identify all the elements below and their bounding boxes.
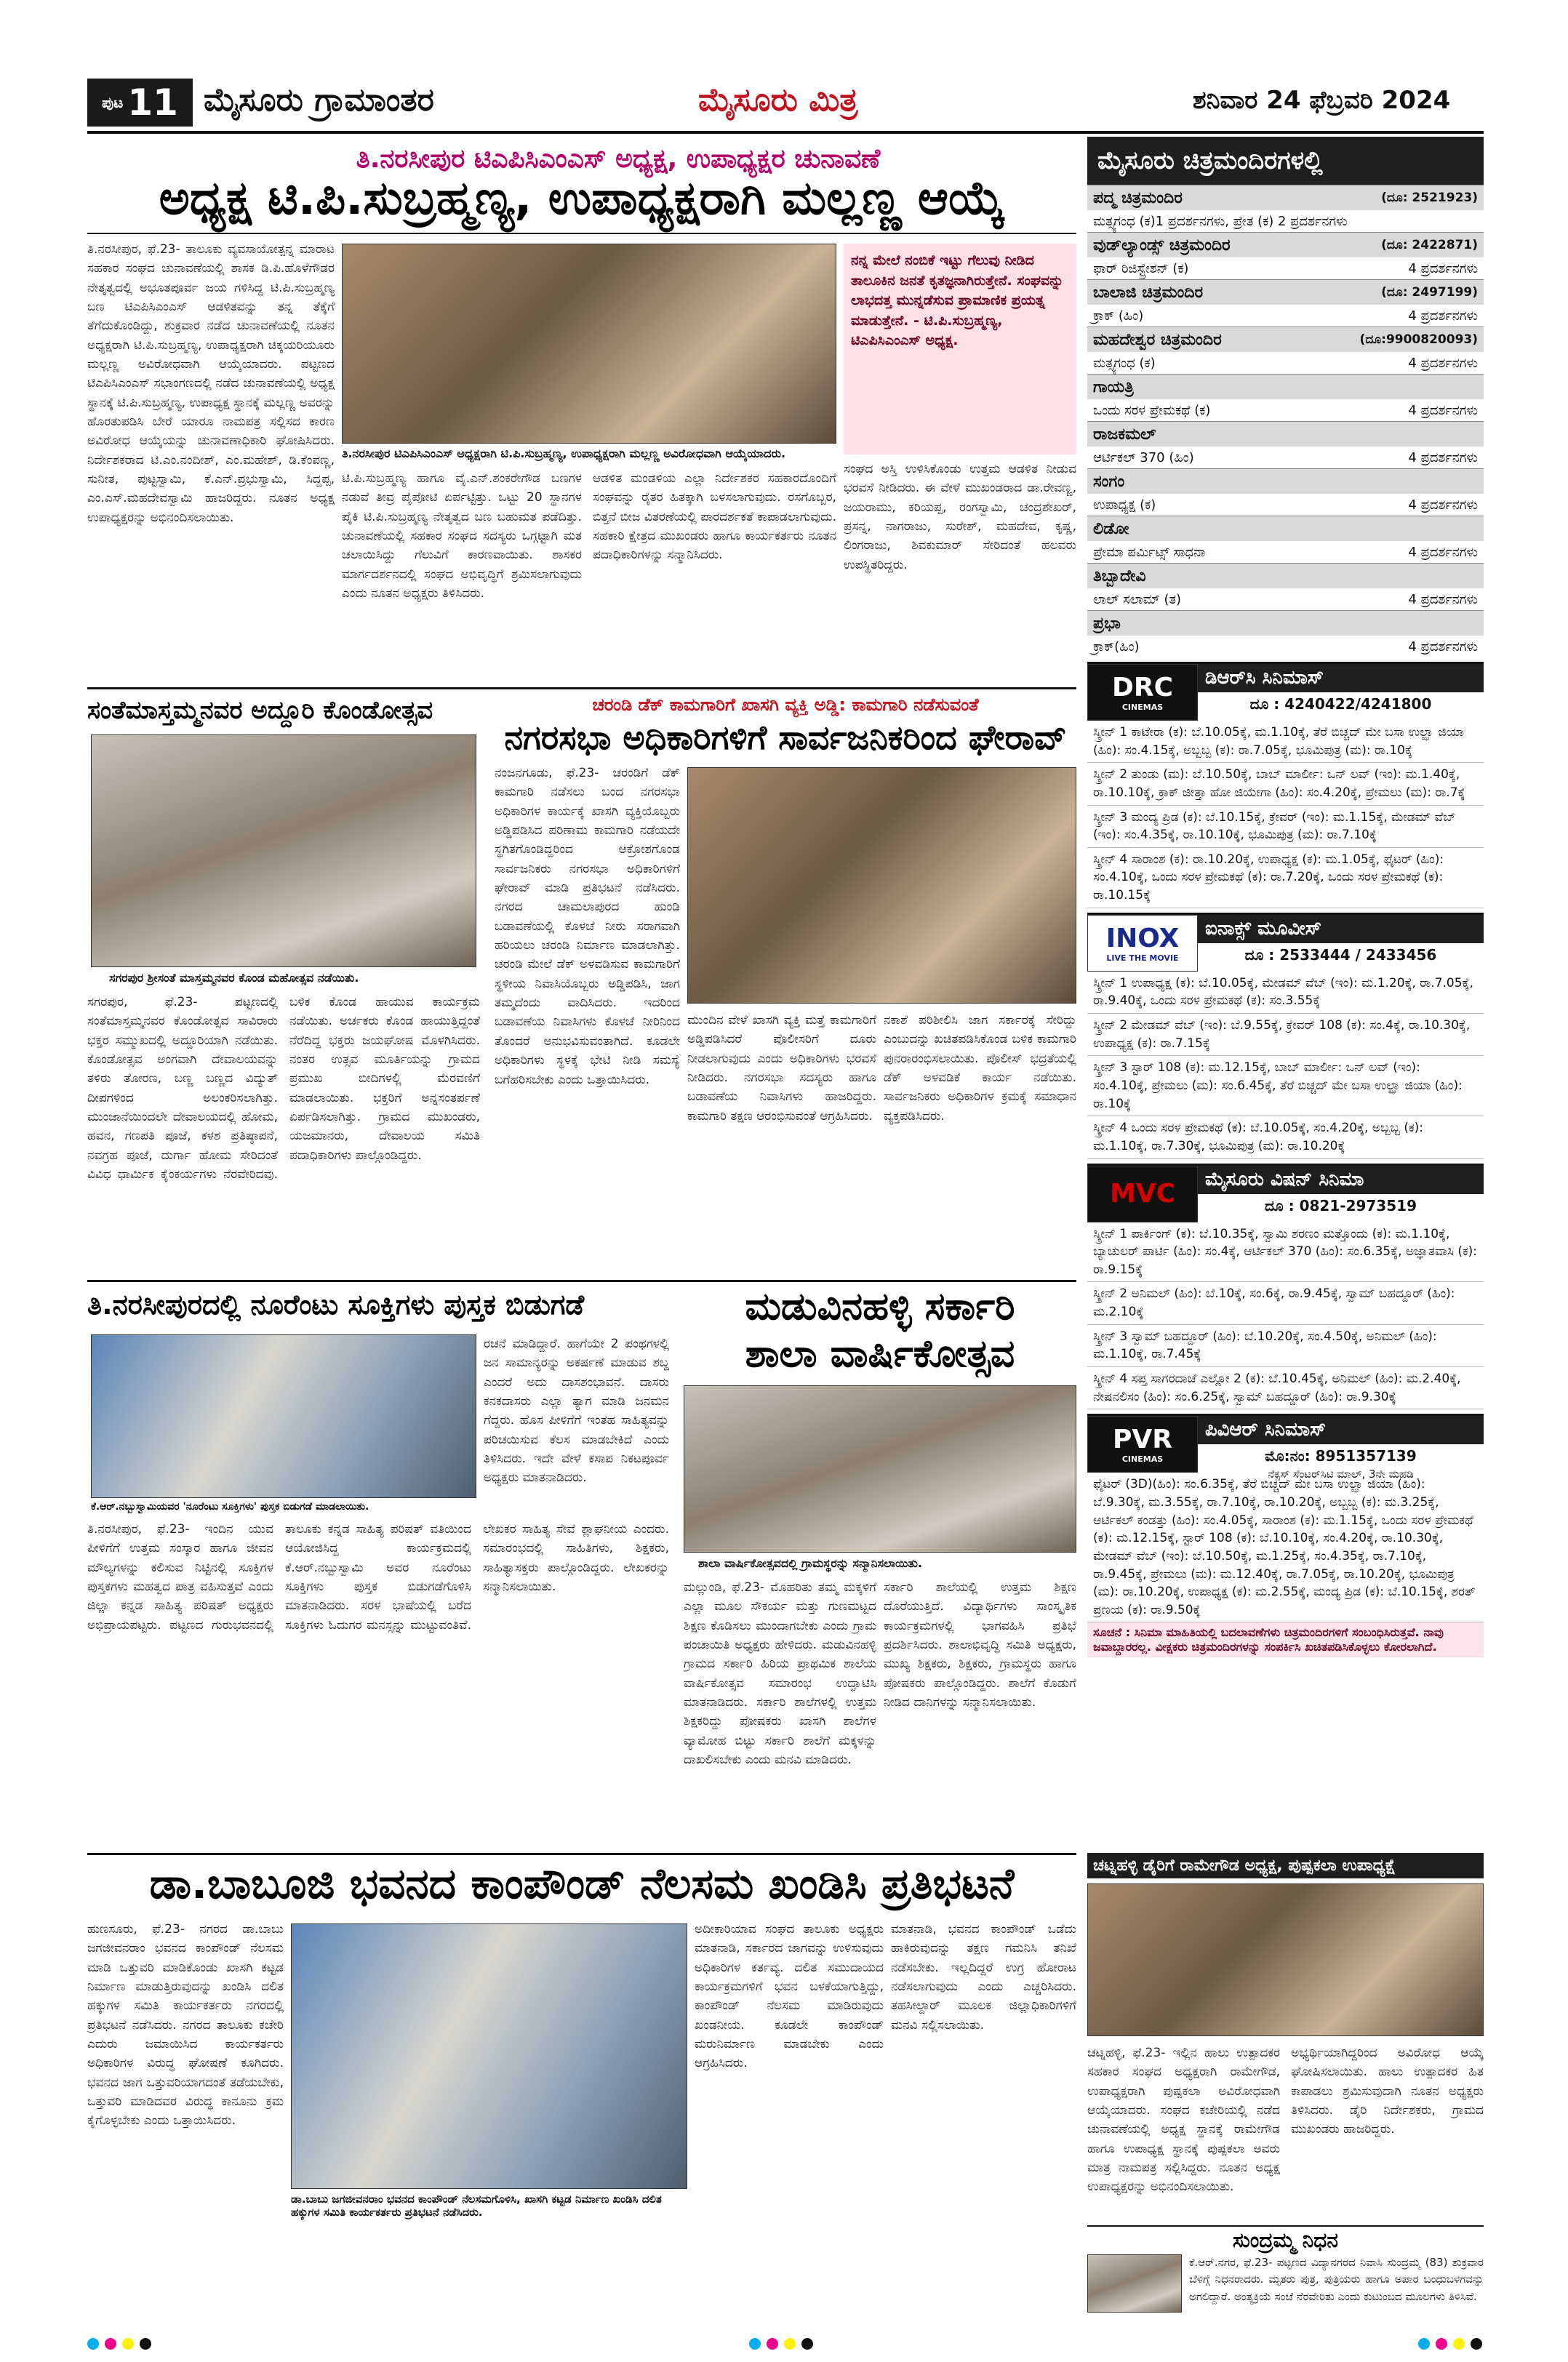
registration-dot (122, 2338, 134, 2350)
issue-date: ಶನಿವಾರ 24 ಫೆಬ್ರವರಿ 2024 (1193, 86, 1451, 115)
show-count: 4 ಪ್ರದರ್ಶನಗಳು (1408, 308, 1478, 324)
theater-header (1087, 421, 1484, 447)
movie-title: ಲಾಲ್ ಸಲಾಮ್ (ತ) (1093, 591, 1182, 607)
story1-photo (342, 244, 836, 444)
multiplex-title-block (1198, 1166, 1484, 1222)
theater-header (1087, 563, 1484, 588)
screen-listing: ಸ್ಕ್ರೀನ್ 2 ತುಂಡು (ಮ): ಬೆ.10.50ಕ್ಕೆ, ಬಾಬ್ ಮಾರ್ಲೀ: ಒನ್ ಲವ್ (ಇಂ): ಮ.1.40ಕ್ಕೆ, ರಾ.10.10ಕ್ಕೆ, ಕ್ರಾಕ್ ಜೀತ್ತಾ ಹೋ ಜಿಯೇಗಾ (ಹಿಂ): ಸಂ.4.20ಕ್ಕೆ, ಪ್ರೇಮಲು (ಮ): ರಾ.7ಕ್ಕೆ (1087, 763, 1484, 805)
theater-listing-row (1087, 447, 1484, 468)
theater-listing-row (1087, 494, 1484, 516)
story5-body: ಮಲ್ಲುಂಡಿ, ಫೆ.23- ಮೊಹರಿತು ತಮ್ಮ ಮಕ್ಕಳಿಗೆ ಎಲ್ಲಾ ಮೂಲ ಸೌಕರ್ಯ ಮತ್ತು ಗುಣಮಟ್ಟದ ಶಿಕ್ಷಣ ಕೊಡಿಸಲು ಮುಂದಾಗಬೇಕು ಎಂದು ಗ್ರಾಮ ಪಂಚಾಯಿತಿ ಅಧ್ಯಕ್ಷರು ಹೇಳಿದರು. ಮಡುವಿನಹಳ್ಳಿ ಗ್ರಾಮದ ಸರ್ಕಾರಿ ಹಿರಿಯ ಪ್ರಾಥಮಿಕ ಶಾಲೆಯ ವಾರ್ಷಿಕೋತ್ಸವ ಸಮಾರಂಭ ಉದ್ಘಾಟಿಸಿ ಮಾತನಾಡಿದರು. ಸರ್ಕಾರಿ ಶಾಲೆಗಳಲ್ಲಿ ಉತ್ತಮ ಶಿಕ್ಷಕರಿದ್ದು ಪೋಷಕರು ಖಾಸಗಿ ಶಾಲೆಗಳ ವ್ಯಾಮೋಹ ಬಿಟ್ಟು ಸರ್ಕಾರಿ ಶಾಲೆಗೆ ಮಕ್ಕಳನ್ನು ದಾಖಲಿಸಬೇಕು ಎಂದು ಮನವಿ ಮಾಡಿದರು. (684, 1580, 876, 1768)
registration-dot (140, 2338, 151, 2350)
story2-photo-caption: ಸಗರಪುರ ಶ್ರೀಸಂತೆ ಮಾಸ್ತಮ್ಮನವರ ಕೊಂಡ ಮಹೋತ್ಸವ ನಡೆಯಿತು. (109, 971, 359, 985)
multiplex-phone: ದೂ : 4240422/4241800 (1249, 695, 1432, 713)
sidebar (1087, 137, 1484, 1847)
page-number: 11 (127, 81, 178, 124)
theater-header (1087, 279, 1484, 305)
story6-photo-caption: ಡಾ.ಬಾಬು ಜಗಜೀವನರಾಂ ಭವನದ ಕಾಂಪೌಂಡ್ ನೆಲಸಮಗೊಳಿಸಿ, ಖಾಸಗಿ ಕಟ್ಟಡ ನಿರ್ಮಾಣ ಖಂಡಿಸಿ ದಲಿತ ಹಕ್ಕುಗಳ ಸಮಿತಿ ಕಾರ್ಯಕರ್ತರು ಪ್ರತಿಭಟನೆ ನಡೆಸಿದರು. (291, 2193, 662, 2219)
theater-name: ವುಡ್‌ಲ್ಯಾಂಡ್ಸ್ ಚಿತ್ರಮಂದಿರ (1093, 236, 1231, 255)
theater-name: ಮಹದೇಶ್ವರ ಚಿತ್ರಮಂದಿರ (1093, 330, 1222, 349)
page-label: ಪುಟ (102, 94, 124, 111)
story4-photo-caption: ಕೆ.ಆರ್.ನಬ್ಬುಸ್ವಾಮಿಯವರ 'ನೂರೆಂಟು ಸೂಕ್ತಿಗಳು' ಪುಸ್ತಕ ಬಿಡುಗಡೆ ಮಾಡಲಾಯಿತು. (91, 1501, 369, 1513)
multiplex-title-block (1198, 664, 1484, 721)
multiplex-logo-subtext: CINEMAS (1121, 702, 1164, 712)
theater-listing-row (1087, 399, 1484, 421)
newspaper-logo: ಮೈಸೂರು ಮಿತ್ರ (698, 81, 858, 119)
theater-name: ಲಿಡೋ (1093, 519, 1129, 538)
registration-dot (1436, 2338, 1447, 2350)
story3-photo (687, 767, 1076, 1004)
story1-body-col4: ಸಂಘದ ಅಸ್ತಿ ಉಳಿಸಿಕೊಂಡು ಉತ್ತಮ ಆಡಳಿತ ನೀಡುವ ಭರವಸೆ ನೀಡಿದರು. ಈ ವೇಳೆ ಮುಖಂಡರಾದ ಡಾ.ರೇವಣ್ಣ, ಜಯರಾಮು, ಕರಿಯಪ್ಪ, ರಂಗಸ್ವಾಮಿ, ಚಂದ್ರಶೇಖರ್, ಪ್ರಸನ್ನ, ನಾಗರಾಜು, ಸುರೇಶ್, ಮಹದೇವ, ಕೃಷ್ಣ, ಲಿಂಗರಾಜು, ಶಿವಕುಮಾರ್ ಸೇರಿದಂತೆ ಹಲವರು ಉಪಸ್ಥಿತರಿದ್ದರು. (844, 462, 1076, 572)
story7-body2: ಅಭ್ಯರ್ಥಿಯಾಗಿದ್ದರಿಂದ ಅವಿರೋಧ ಆಯ್ಕೆ ಘೋಷಿಸಲಾಯಿತು. ಹಾಲು ಉತ್ಪಾದಕರ ಹಿತ ಕಾಪಾಡಲು ಶ್ರಮಿಸುವುದಾಗಿ ನೂತನ ಅಧ್ಯಕ್ಷರು ತಿಳಿಸಿದರು. ಡೈರಿ ನಿರ್ದೇಶಕರು, ಗ್ರಾಮದ ಮುಖಂಡರು ಹಾಜರಿದ್ದರು. (1291, 2046, 1484, 2137)
registration-dot (767, 2338, 778, 2350)
screen-listing: ಸ್ಕ್ರೀನ್ 3 ಸ್ಟಾರ್ 108 (ಕ): ಮ.12.15ಕ್ಕೆ, ಬಾಬ್ ಮಾರ್ಲೀ: ಒನ್ ಲವ್ (ಇಂ): ಸಂ.4.10ಕ್ಕೆ, ಪ್ರೇಮಲು (ಮ): ಸಂ.6.45ಕ್ಕೆ, ತೆರೆ ಬಿಚ್ಚದ್ ಮೇ ಬಸಾ ಉಲ್ಝಾ ಜಿಯಾ (ಹಿಂ): ರಾ.10ಕ್ಕೆ (1087, 1056, 1484, 1116)
theater-header (1087, 468, 1484, 494)
theater-name: ತಿಬ್ಬಾದೇವಿ (1093, 567, 1146, 585)
show-count: 4 ಪ್ರದರ್ಶನಗಳು (1408, 355, 1478, 371)
multiplex-header (1087, 915, 1484, 972)
sidebar-title-text: ಮೈಸೂರು ಚಿತ್ರಮಂದಿರಗಳಲ್ಲಿ (1097, 146, 1323, 175)
multiplex-name: ಪಿವಿಆರ್ ಸಿನಿಮಾಸ್ (1198, 1416, 1484, 1444)
header-rule (87, 131, 1484, 134)
theater-name: ಪದ್ಮ ಚಿತ್ರಮಂದಿರ (1093, 188, 1183, 207)
registration-dot (784, 2338, 796, 2350)
theater-phone: (ದೂ: 2521923) (1381, 191, 1478, 205)
show-count: 4 ಪ್ರದರ್ಶನಗಳು (1408, 544, 1478, 560)
theater-header (1087, 232, 1484, 257)
multiplex-title-block (1198, 1416, 1484, 1481)
multiplex-logo (1087, 1166, 1198, 1222)
registration-marks-right (1418, 2338, 1488, 2353)
story4-headline: ತಿ.ನರಸೀಪುರದಲ್ಲಿ ನೂರೆಂಟು ಸೂಕ್ತಿಗಳು ಪುಸ್ತಕ ಬಿಡುಗಡೆ (87, 1289, 585, 1321)
registration-dot (1418, 2338, 1430, 2350)
story1-photo-caption: ತಿ.ನರಸೀಪುರ ಟಿಎಪಿಸಿಎಂಎಸ್ ಅಧ್ಯಕ್ಷರಾಗಿ ಟಿ.ಪಿ.ಸುಬ್ರಹ್ಮಣ್ಯ, ಉಪಾಧ್ಯಕ್ಷರಾಗಿ ಮಲ್ಲಣ್ಣ ಅವಿರೋಧವಾಗಿ ಆಯ್ಕೆಯಾದರು. (342, 447, 786, 460)
movie-title: ಒಂದು ಸರಳ ಪ್ರೇಮಕಥೆ (ಕ) (1093, 402, 1211, 418)
screen-listing: ಸ್ಕ್ರೀನ್ 3 ಸ್ವಾಮ್ ಬಹದ್ದೂರ್ (ಹಿಂ): ಬೆ.10.20ಕ್ಕೆ, ಸಂ.4.50ಕ್ಕೆ, ಅನಿಮಲ್ (ಹಿಂ): ಮ.1.10ಕ್ಕೆ, ರಾ.7.45ಕ್ಕೆ (1087, 1325, 1484, 1367)
story6-headline: ಡಾ.ಬಾಬೂಜಿ ಭವನದ ಕಾಂಪೌಂಡ್ ನೆಲಸಮ ಖಂಡಿಸಿ ಪ್ರತಿಭಟನೆ (149, 1859, 1015, 1908)
story7-headline: ಚಟ್ನಹಳ್ಳಿ ಡೈರಿಗೆ ರಾಮೇಗೌಡ ಅಧ್ಯಕ್ಷ, ಪುಷ್ಪಕಲಾ ಉಪಾಧ್ಯಕ್ಷೆ (1087, 1853, 1484, 1878)
story5-photo (684, 1385, 1076, 1553)
story4-body: ತಿ.ನರಸೀಪುರ, ಫೆ.23- ಇಂದಿನ ಯುವ ಪೀಳಿಗೆಗೆ ಉತ್ತಮ ಸಂಸ್ಕಾರ ಹಾಗೂ ಜೀವನ ಮೌಲ್ಯಗಳನ್ನು ಕಲಿಸುವ ನಿಟ್ಟಿನಲ್ಲಿ ಸೂಕ್ತಿಗಳ ಪುಸ್ತಕಗಳು ಮಹತ್ವದ ಪಾತ್ರ ವಹಿಸುತ್ತವೆ ಎಂದು ಜಿಲ್ಲಾ ಕನ್ನಡ ಸಾಹಿತ್ಯ ಪರಿಷತ್ ಅಧ್ಯಕ್ಷರು ಅಭಿಪ್ರಾಯಪಟ್ಟರು. ಪಟ್ಟಣದ ಗುರುಭವನದಲ್ಲಿ ತಾಲೂಕು ಕನ್ನಡ ಸಾಹಿತ್ಯ ಪರಿಷತ್ ವತಿಯಿಂದ ಆಯೋಜಿಸಿದ್ದ ಕಾರ್ಯಕ್ರಮದಲ್ಲಿ ಕೆ.ಆರ್.ನಬ್ಬುಸ್ವಾಮಿ ಅವರ ನೂರೆಂಟು ಸೂಕ್ತಿಗಳು ಪುಸ್ತಕ ಬಿಡುಗಡೆಗೊಳಿಸಿ ಮಾತನಾಡಿದರು. ಸರಳ ಭಾಷೆಯಲ್ಲಿ ಬರೆದ ಸೂಕ್ತಿಗಳು ಓದುಗರ ಮನಸ್ಸನ್ನು ಮುಟ್ಟುವಂತಿವೆ. ಲೇಖಕರ ಸಾಹಿತ್ಯ ಸೇವೆ ಶ್ಲಾಘನೀಯ ಎಂದರು. ಸಮಾರಂಭದಲ್ಲಿ ಸಾಹಿತಿಗಳು, ಶಿಕ್ಷಕರು, ಸಾಹಿತ್ಯಾಸಕ್ತರು ಪಾಲ್ಗೊಂಡಿದ್ದರು. ಲೇಖಕರನ್ನು ಸನ್ಮಾನಿಸಲಾಯಿತು. (87, 1522, 669, 1633)
story7-photo (1087, 1883, 1484, 2036)
theater-header (1087, 327, 1484, 352)
registration-marks-left (87, 2338, 157, 2353)
registration-dot (87, 2338, 99, 2350)
theater-list (1087, 185, 1484, 657)
multiplex-block (1087, 913, 1484, 1159)
story1-rule (87, 233, 1076, 234)
multiplex-phone: ಮೊ:ನಂ: 8951357139 (1265, 1447, 1417, 1465)
multiplex-address: ನೆಕ್ಸಸ್ ಸೆಂಟರ್‌ಸಿಟಿ ಮಾಲ್, 3ನೇ ಮಹಡಿ (1268, 1468, 1414, 1481)
theater-header (1087, 610, 1484, 636)
screen-listing: ಸ್ಕ್ರೀನ್ 1 ಉಪಾಧ್ಯಕ್ಷ (ಕ): ಬೆ.10.05ಕ್ಕೆ, ಮೇಡಮ್ ವೆಬ್ (ಇಂ): ಮ.1.20ಕ್ಕೆ, ರಾ.7.05ಕ್ಕೆ, ರಾ.9.40ಕ್ಕೆ, ಒಂದು ಸರಳ ಪ್ರೇಮಕಥೆ (ಕ): ಸಂ.3.55ಕ್ಕೆ (1087, 972, 1484, 1014)
registration-dot (749, 2338, 761, 2350)
story3-body3: ನಕಾಶೆ ಪರಿಶೀಲಿಸಿ ಜಾಗ ಸರ್ಕಾರಕ್ಕೆ ಸೇರಿದ್ದು ಎಂಬುದನ್ನು ಖಚಿತಪಡಿಸಿಕೊಂಡ ಬಳಿಕ ಕಾಮಗಾರಿ ಪುನರಾರಂಭಿಸಲಾಯಿತು. ಪೊಲೀಸ್ ಭದ್ರತೆಯಲ್ಲಿ ಡೆಕ್ ಅಳವಡಿಕೆ ಕಾರ್ಯ ನಡೆಯಿತು. ಸಾರ್ವಜನಿಕರು ಅಧಿಕಾರಿಗಳ ಕ್ರಮಕ್ಕೆ ಸಮಾಧಾನ ವ್ಯಕ್ತಪಡಿಸಿದರು. (884, 1013, 1076, 1124)
multiplex-header (1087, 1416, 1484, 1481)
multiplex-block (1087, 1164, 1484, 1410)
page-number-badge (87, 79, 193, 127)
multiplex-logo-text: MVC (1109, 1179, 1176, 1209)
registration-dot (1453, 2338, 1465, 2350)
story1-body-col3: ಆಡಳಿತ ಮಂಡಳಿಯ ಎಲ್ಲಾ ನಿರ್ದೇಶಕರ ಸಹಕಾರದೊಂದಿಗೆ ಸಂಘವನ್ನು ರೈತರ ಹಿತಕ್ಕಾಗಿ ಬಳಸಲಾಗುವುದು. ರಸಗೊಬ್ಬರ, ಬಿತ್ತನೆ ಬೀಜ ವಿತರಣೆಯಲ್ಲಿ ಪಾರದರ್ಶಕತೆ ಕಾಪಾಡಲಾಗುವುದು. ಸಹಕಾರಿ ಕ್ಷೇತ್ರದ ಮುಖಂಡರು ಹಾಗೂ ಕಾರ್ಯಕರ್ತರು ನೂತನ ಪದಾಧಿಕಾರಿಗಳನ್ನು ಸನ್ಮಾನಿಸಿದರು. (593, 471, 836, 563)
movie-title: ಪ್ರೇಮಾ ಪರ್ಮಿಟ್ಸ್ ಸಾಧನಾ (1093, 544, 1206, 560)
multiplex-header (1087, 664, 1484, 721)
story5-headline-line2: ಶಾಲಾ ವಾರ್ಷಿಕೋತ್ಸವ (745, 1332, 1015, 1376)
story2-headline: ಸಂತೆಮಾಸ್ತಮ್ಮನವರ ಅದ್ದೂರಿ ಕೊಂಡೋತ್ಸವ (87, 696, 433, 725)
theater-name: ಗಾಯತ್ರಿ (1093, 377, 1134, 396)
registration-dot (801, 2338, 813, 2350)
show-count: 4 ಪ್ರದರ್ಶನಗಳು (1408, 402, 1478, 418)
registration-marks-center (749, 2338, 819, 2353)
multiplex-logo (1087, 915, 1198, 972)
story2-photo (91, 734, 476, 967)
multiplex-header (1087, 1166, 1484, 1222)
movie-title: ಆರ್ಟಿಕಲ್ 370 (ಹಿಂ) (1093, 449, 1194, 465)
screen-listing: ಸ್ಕ್ರೀನ್ 3 ಮಂದ್ಯ ಪ್ರಿಡ (ಕ): ಬೆ.10.15ಕ್ಕೆ, ಕ್ರೇವರ್ (ಇಂ): ಮ.1.15ಕ್ಕೆ, ಮೇಡಮ್ ವೆಬ್ (ಇಂ): ಸಂ.4.35ಕ್ಕೆ, ರಾ.10.10ಕ್ಕೆ, ಭೂಮಿಪುತ್ರ (ಮ): ರಾ.7.10ಕ್ಕೆ (1087, 806, 1484, 848)
movie-title: ಕ್ರಾಕ್(ಹಿಂ) (1093, 638, 1140, 654)
multiplex-name: ಡಿಆರ್‌ಸಿ ಸಿನಿಮಾಸ್ (1198, 664, 1484, 692)
story5-photo-caption: ಶಾಲಾ ವಾರ್ಷಿಕೋತ್ಸವದಲ್ಲಿ ಗ್ರಾಮಸ್ಥರನ್ನು ಸನ್ಮಾನಿಸಲಾಯಿತು. (698, 1556, 923, 1570)
theater-listing-row (1087, 636, 1484, 657)
divider-1 (87, 687, 1076, 689)
multiplex-name: ಮೈಸೂರು ವಿಷನ್ ಸಿನಿಮಾ (1198, 1166, 1484, 1194)
screen-listing: ಸ್ಕ್ರೀನ್ 1 ಕಾಟೇರಾ (ಕ): ಬೆ.10.05ಕ್ಕೆ, ಮ.1.10ಕ್ಕೆ, ತೆರೆ ಬಿಚ್ಚದ್ ಮೇ ಬಸಾ ಉಲ್ಝಾ ಜಿಯಾ (ಹಿಂ): ಸಂ.4.15ಕ್ಕೆ, ಅಬ್ಬಬ್ಬ (ಕ): ರಾ.7.05ಕ್ಕೆ, ಭೂಮಿಪುತ್ರ (ಮ): ರಾ.10ಕ್ಕೆ (1087, 721, 1484, 763)
story6-body3: ಮಾತನಾಡಿ, ಭವನದ ಕಾಂಪೌಂಡ್ ಒಡೆದು ಹಾಕಿರುವುದನ್ನು ತಕ್ಷಣ ಗಮನಿಸಿ ತನಿಖೆ ನಡೆಸಬೇಕು. ಇಲ್ಲದಿದ್ದರೆ ಉಗ್ರ ಹೋರಾಟ ನಡೆಸಲಾಗುವುದು ಎಂದು ಎಚ್ಚರಿಸಿದರು. ತಹಸೀಲ್ದಾರ್ ಮೂಲಕ ಜಿಲ್ಲಾಧಿಕಾರಿಗಳಿಗೆ ಮನವಿ ಸಲ್ಲಿಸಲಾಯಿತು. (891, 1922, 1076, 2033)
show-count: 4 ಪ್ರದರ್ಶನಗಳು (1408, 497, 1478, 513)
multiplex-logo-text: PVR (1113, 1425, 1172, 1455)
theater-header (1087, 185, 1484, 210)
movie-title: ಮತ್ಸ್ಯಗಂಧ (ಕ) (1093, 355, 1156, 371)
theater-listing-row (1087, 305, 1484, 327)
story1-body-col2: ಟಿ.ಪಿ.ಸುಬ್ರಹ್ಮಣ್ಯ ಹಾಗೂ ವೈ.ಎನ್.ಶಂಕರೇಗೌಡ ಬಣಗಳ ನಡುವೆ ತೀವ್ರ ಪೈಪೋಟಿ ಏರ್ಪಟ್ಟಿತ್ತು. ಒಟ್ಟು 20 ಸ್ಥಾನಗಳ ಪೈಕಿ ಟಿ.ಪಿ.ಸುಬ್ರಹ್ಮಣ್ಯ ನೇತೃತ್ವದ ಬಣ ಬಹುಮತ ಪಡೆದಿತ್ತು. ಚುನಾವಣೆಯಲ್ಲಿ ಸಹಕಾರ ಸಂಘದ ಸದಸ್ಯರು ಒಗ್ಗಟ್ಟಾಗಿ ಮತ ಚಲಾಯಿಸಿದ್ದು ಗೆಲುವಿಗೆ ಕಾರಣವಾಯಿತು. ಶಾಸಕರ ಮಾರ್ಗದರ್ಶನದಲ್ಲಿ ಸಂಘದ ಅಭಿವೃದ್ಧಿಗೆ ಶ್ರಮಿಸಲಾಗುವುದು ಎಂದು ನೂತನ ಅಧ್ಯಕ್ಷರು ತಿಳಿಸಿದರು. (342, 471, 582, 601)
registration-dot (1471, 2338, 1482, 2350)
screen-listing: ಫೈಟರ್ (3D)(ಹಿಂ): ಸಂ.6.35ಕ್ಕೆ, ತೆರೆ ಬಿಚ್ಚದ್ ಮೇ ಬಸಾ ಉಲ್ಝಾ ಜಿಯಾ (ಹಿಂ): ಬೆ.9.30ಕ್ಕೆ, ಮ.3.55ಕ್ಕೆ, ರಾ.7.10ಕ್ಕೆ, ರಾ.10.20ಕ್ಕೆ, ಅಬ್ಬಬ್ಬ (ಕ): ಮ.3.25ಕ್ಕೆ, ಆರ್ಟಿಕಲ್ ಕಂಡತ್ತು (ಹಿಂ): ಸಂ.4.05ಕ್ಕೆ, ಸಾರಾಂಶ (ಕ): ಮ.1.15ಕ್ಕೆ, ಒಂದು ಸರಳ ಪ್ರೇಮಕಥೆ (ಕ): ಮ.12.15ಕ್ಕೆ, ಸ್ಟಾರ್ 108 (ಕ): ಬೆ.10.10ಕ್ಕೆ, ಸಂ.4.20ಕ್ಕೆ, ರಾ.10.30ಕ್ಕೆ, ಮೇಡಮ್ ವೆಬ್ (ಇಂ): ಬೆ.10.50ಕ್ಕೆ, ಮ.1.25ಕ್ಕೆ, ಸಂ.4.35ಕ್ಕೆ, ರಾ.7.10ಕ್ಕೆ, ರಾ.9.45ಕ್ಕೆ, ಪ್ರೇಮಲು (ಮ): ಮ.12.40ಕ್ಕೆ, ರಾ.7.05ಕ್ಕೆ, ರಾ.10.20ಕ್ಕೆ, ಭೂಮಿಪುತ್ರ (ಮ): ರಾ.10.20ಕ್ಕೆ, ಉಪಾಧ್ಯಕ್ಷ (ಕ): ಮ.2.55ಕ್ಕೆ, ಮಂದ್ಯ ಪ್ರಿಡ (ಕ): ಬೆ.10.15ಕ್ಕೆ, ಶರತ್ ಪ್ರಣಯ (ಕ): ರಾ.9.50ಕ್ಕೆ (1087, 1473, 1484, 1622)
divider-3 (87, 1853, 1076, 1855)
screen-listing: ಸ್ಕ್ರೀನ್ 4 ಸಪ್ತ ಸಾಗರದಾಚೆ ಎಲ್ಲೋ 2 (ಕ): ಬೆ.10.45ಕ್ಕೆ, ಅನಿಮಲ್ (ಹಿಂ): ಮ.2.40ಕ್ಕೆ, ನೇಷನಲಿಸಂ (ಹಿಂ): ಸಂ.6.25ಕ್ಕೆ, ಸ್ವಾಮ್ ಬಹದ್ದೂರ್ (ಹಿಂ): ರಾ.9.30ಕ್ಕೆ (1087, 1367, 1484, 1409)
theater-phone: (ದೂ: 2422871) (1381, 238, 1478, 252)
theater-name: ಬಾಲಾಜಿ ಚಿತ್ರಮಂದಿರ (1093, 283, 1204, 302)
theater-header (1087, 516, 1484, 541)
theater-phone: (ದೂ:9900820093) (1359, 332, 1478, 347)
screen-listing: ಸ್ಕ್ರೀನ್ 2 ಅನಿಮಲ್ (ಹಿಂ): ಬೆ.10ಕ್ಕೆ, ಸಂ.6ಕ್ಕೆ, ರಾ.9.45ಕ್ಕೆ, ಸ್ವಾಮ್ ಬಹದ್ದೂರ್ (ಹಿಂ): ಮ.2.10ಕ್ಕೆ (1087, 1282, 1484, 1324)
screen-listing: ಸ್ಕ್ರೀನ್ 4 ಒಂದು ಸರಳ ಪ್ರೇಮಕಥೆ (ಕ): ಬೆ.10.05ಕ್ಕೆ, ಸಂ.4.20ಕ್ಕೆ, ಅಬ್ಬಬ್ಬ (ಕ): ಮ.1.10ಕ್ಕೆ, ರಾ.7.30ಕ್ಕೆ, ಭೂಮಿಪುತ್ರ (ಮ): ರಾ.10.20ಕ್ಕೆ (1087, 1116, 1484, 1158)
story6-body2: ಅದೀಕಾರಿಯಾವ ಸಂಘದ ತಾಲೂಕು ಅಧ್ಯಕ್ಷರು ಮಾತನಾಡಿ, ಸರ್ಕಾರದ ಜಾಗವನ್ನು ಉಳಿಸುವುದು ಅಧಿಕಾರಿಗಳ ಕರ್ತವ್ಯ. ದಲಿತ ಸಮುದಾಯದ ಕಾರ್ಯಕ್ರಮಗಳಿಗೆ ಭವನ ಬಳಕೆಯಾಗುತ್ತಿದ್ದು, ಕಾಂಪೌಂಡ್ ನೆಲಸಮ ಮಾಡಿರುವುದು ಖಂಡನೀಯ. ಕೂಡಲೇ ಕಾಂಪೌಂಡ್ ಮರುನಿರ್ಮಾಣ ಮಾಡಬೇಕು ಎಂದು ಆಗ್ರಹಿಸಿದರು. (695, 1922, 884, 2071)
multiplex-logo (1087, 664, 1198, 721)
multiplex-logo-subtext: LIVE THE MOVIE (1106, 953, 1179, 963)
show-count: 4 ಪ್ರದರ್ಶನಗಳು (1408, 449, 1478, 465)
multiplex-phone: ದೂ : 2533444 / 2433456 (1244, 945, 1437, 964)
multiplex-block (1087, 1414, 1484, 1657)
registration-dot (105, 2338, 116, 2350)
multiplex-logo-subtext: CINEMAS (1121, 1454, 1164, 1465)
cinema-disclaimer-note: ಸೂಚನೆ : ಸಿನಿಮಾ ಮಾಹಿತಿಯಲ್ಲಿ ಬದಲಾವಣೆಗಳು ಚಿತ್ರಮಂದಿರಗಳಿಗೆ ಸಂಬಂಧಿಸಿರುತ್ತವೆ. ನಾವು ಜವಾಬ್ದಾರರಲ್ಲ. ವೀಕ್ಷಕರು ಚಿತ್ರಮಂದಿರಗಳನ್ನು ಸಂಪರ್ಕಿಸಿ ಖಚಿತಪಡಿಸಿಕೊಳ್ಳಲು ಕೋರಲಾಗಿದೆ. (1087, 1622, 1484, 1657)
multiplex-list (1087, 662, 1484, 1657)
story6-body: ಹುಣಸೂರು, ಫೆ.23- ನಗರದ ಡಾ.ಬಾಬು ಜಗಜೀವನರಾಂ ಭವನದ ಕಾಂಪೌಂಡ್ ನೆಲಸಮ ಮಾಡಿ ಒತ್ತುವರಿ ಮಾಡಿಕೊಂಡು ಖಾಸಗಿ ಕಟ್ಟಡ ನಿರ್ಮಾಣ ಮಾಡುತ್ತಿರುವುದನ್ನು ಖಂಡಿಸಿ ದಲಿತ ಹಕ್ಕುಗಳ ಸಮಿತಿ ಕಾರ್ಯಕರ್ತರು ನಗರದಲ್ಲಿ ಪ್ರತಿಭಟನೆ ನಡೆಸಿದರು. ನಗರದ ತಾಲೂಕು ಕಚೇರಿ ಎದುರು ಜಮಾಯಿಸಿದ ಕಾರ್ಯಕರ್ತರು ಅಧಿಕಾರಿಗಳ ವಿರುದ್ಧ ಘೋಷಣೆ ಕೂಗಿದರು. ಭವನದ ಜಾಗ ಒತ್ತುವರಿಯಾಗದಂತೆ ತಡೆಯಬೇಕು, ಒತ್ತುವರಿ ಮಾಡಿದವರ ವಿರುದ್ಧ ಕಾನೂನು ಕ್ರಮ ಕೈಗೊಳ್ಳಬೇಕು ಎಂದು ಒತ್ತಾಯಿಸಿದರು. (87, 1922, 284, 2129)
multiplex-block (1087, 662, 1484, 908)
story7-body: ಚಟ್ನಹಳ್ಳಿ, ಫೆ.23- ಇಲ್ಲಿನ ಹಾಲು ಉತ್ಪಾದಕರ ಸಹಕಾರ ಸಂಘದ ಅಧ್ಯಕ್ಷರಾಗಿ ರಾಮೇಗೌಡ, ಉಪಾಧ್ಯಕ್ಷರಾಗಿ ಪುಷ್ಪಕಲಾ ಅವಿರೋಧವಾಗಿ ಆಯ್ಕೆಯಾದರು. ಸಂಘದ ಕಚೇರಿಯಲ್ಲಿ ನಡೆದ ಚುನಾವಣೆಯಲ್ಲಿ ಅಧ್ಯಕ್ಷ ಸ್ಥಾನಕ್ಕೆ ರಾಮೇಗೌಡ ಹಾಗೂ ಉಪಾಧ್ಯಕ್ಷ ಸ್ಥಾನಕ್ಕೆ ಪುಷ್ಪಕಲಾ ಅವರು ಮಾತ್ರ ನಾಮಪತ್ರ ಸಲ್ಲಿಸಿದ್ದರು. ನೂತನ ಅಧ್ಯಕ್ಷ ಉಪಾಧ್ಯಕ್ಷರನ್ನು ಅಭಿನಂದಿಸಲಾಯಿತು. (1087, 2046, 1280, 2195)
story1-body-col1: ತಿ.ನರಸೀಪುರ, ಫೆ.23- ತಾಲೂಕು ವ್ಯವಸಾಯೋತ್ಪನ್ನ ಮಾರಾಟ ಸಹಕಾರ ಸಂಘದ ಚುನಾವಣೆಯಲ್ಲಿ ಶಾಸಕ ಡಿ.ಪಿ.ಹೊಳೆಗೌಡರ ನೇತೃತ್ವದಲ್ಲಿ ಅಭೂತಪೂರ್ವ ಜಯ ಗಳಿಸಿದ್ದ ಟಿ.ಪಿ.ಸುಬ್ರಹ್ಮಣ್ಯ ಬಣ ಟಿಎಪಿಸಿಎಂಎಸ್ ಆಡಳಿತವನ್ನು ತನ್ನ ತೆಕ್ಕೆಗೆ ತೆಗೆದುಕೊಂಡಿದ್ದು, ಶುಕ್ರವಾರ ನಡೆದ ಚುನಾವಣೆಯಲ್ಲಿ ನೂತನ ಅಧ್ಯಕ್ಷರಾಗಿ ಟಿ.ಪಿ.ಸುಬ್ರಹ್ಮಣ್ಯ, ಉಪಾಧ್ಯಕ್ಷರಾಗಿ ಚಿಕ್ಕಯರಿಯೂರು ಮಲ್ಲಣ್ಣ ಅವಿರೋಧವಾಗಿ ಆಯ್ಕೆಯಾದರು. ಪಟ್ಟಣದ ಟಿಎಪಿಸಿಎಂಎಸ್ ಸಭಾಂಗಣದಲ್ಲಿ ನಡೆದ ಚುನಾವಣೆಯಲ್ಲಿ ಅಧ್ಯಕ್ಷ ಸ್ಥಾನಕ್ಕೆ ಟಿ.ಪಿ.ಸುಬ್ರಹ್ಮಣ್ಯ, ಉಪಾಧ್ಯಕ್ಷ ಸ್ಥಾನಕ್ಕೆ ಮಲ್ಲಣ್ಣ ಅವರನ್ನು ಹೊರತುಪಡಿಸಿ ಬೇರೆ ಯಾರೂ ನಾಮಪತ್ರ ಸಲ್ಲಿಸದ ಕಾರಣ ಅವಿರೋಧ ಆಯ್ಕೆಯನ್ನು ಚುನಾವಣಾಧಿಕಾರಿ ಘೋಷಿಸಿದರು. ನಿರ್ದೇಶಕರಾದ ಟಿ.ಎಂ.ನಂದೀಶ್, ಎಂ.ಮಹೇಶ್, ಡಿ.ಕೆಂಪಣ್ಣ, ಸುನೀತ, ಪುಟ್ಟಸ್ವಾಮಿ, ಕೆ.ಎನ್.ಪ್ರಭುಸ್ವಾಮಿ, ಸಿದ್ದಪ್ಪ, ಎಂ.ಎಸ್.ಮಹದೇವಸ್ವಾಮಿ ಹಾಜರಿದ್ದರು. ನೂತನ ಅಧ್ಯಕ್ಷ ಉಪಾಧ್ಯಕ್ಷರನ್ನು ಅಭಿನಂದಿಸಲಾಯಿತು. (87, 242, 335, 525)
theater-name: ರಾಜಕಮಲ್ (1093, 425, 1156, 444)
multiplex-title-block (1198, 915, 1484, 972)
movie-title: ಫಾರ್ ರಿಜಿಸ್ಟ್ರೇಶನ್ (ಕ) (1093, 260, 1189, 276)
theater-name: ಸಂಗಂ (1093, 472, 1125, 491)
story1-pullquote: ನನ್ನ ಮೇಲೆ ನಂಬಿಕೆ ಇಟ್ಟು ಗೆಲುವು ನೀಡಿದ ತಾಲೂಕಿನ ಜನತೆ ಕೃತಜ್ಞನಾಗಿರುತ್ತೇನೆ. ಸಂಘವನ್ನು ಲಾಭದತ್ತ ಮುನ್ನಡೆಸುವ ಪ್ರಾಮಾಣಿಕ ಪ್ರಯತ್ನ ಮಾಡುತ್ತೇನೆ. - ಟಿ.ಪಿ.ಸುಬ್ರಹ್ಮಣ್ಯ, ಟಿಎಪಿಸಿಎಂಎಸ್ ಅಧ್ಯಕ್ಷ. (844, 244, 1076, 455)
theater-listing-row (1087, 210, 1484, 232)
theater-listing-row (1087, 541, 1484, 563)
theater-name: ಪ್ರಭಾ (1093, 614, 1121, 633)
story3-body: ನಂಜನಗೂಡು, ಫೆ.23- ಚರಂಡಿಗೆ ಡೆಕ್ ಕಾಮಗಾರಿ ನಡೆಸಲು ಬಂದ ನಗರಸಭಾ ಅಧಿಕಾರಿಗಳ ಕಾರ್ಯಕ್ಕೆ ಖಾಸಗಿ ವ್ಯಕ್ತಿಯೊಬ್ಬರು ಅಡ್ಡಿಪಡಿಸಿದ ಪರಿಣಾಮ ಕಾಮಗಾರಿ ನಡೆಯದೇ ಸ್ಥಗಿತಗೊಂಡಿದ್ದರಿಂದ ಆಕ್ರೋಶಗೊಂಡ ಸಾರ್ವಜನಿಕರು ನಗರಸಭಾ ಅಧಿಕಾರಿಗಳಿಗೆ ಘೇರಾವ್ ಮಾಡಿ ಪ್ರತಿಭಟನೆ ನಡೆಸಿದರು. ನಗರದ ಚಾಮಲಾಪುರದ ಹುಂಡಿ ಬಡಾವಣೆಯಲ್ಲಿ ಕೊಳಚೆ ನೀರು ಸರಾಗವಾಗಿ ಹರಿಯಲು ಚರಂಡಿ ನಿರ್ಮಾಣ ಮಾಡಲಾಗಿತ್ತು. ಚರಂಡಿ ಮೇಲೆ ಡೆಕ್ ಅಳವಡಿಸುವ ಕಾಮಗಾರಿಗೆ ಸ್ಥಳೀಯ ನಿವಾಸಿಯೊಬ್ಬರು ಅಡ್ಡಿಪಡಿಸಿ, ಜಾಗ ತಮ್ಮದೆಂದು ವಾದಿಸಿದರು. ಇದರಿಂದ ಬಡಾವಣೆಯ ನಿವಾಸಿಗಳು ಕೊಳಚೆ ನೀರಿನಿಂದ ತೊಂದರೆ ಅನುಭವಿಸುವಂತಾಗಿದೆ. ಕೂಡಲೇ ಅಧಿಕಾರಿಗಳು ಸ್ಥಳಕ್ಕೆ ಭೇಟಿ ನೀಡಿ ಸಮಸ್ಯೆ ಬಗೆಹರಿಸಬೇಕು ಎಂದು ಒತ್ತಾಯಿಸಿದರು. (495, 766, 680, 1087)
screen-listing: ಸ್ಕ್ರೀನ್ 1 ಪಾರ್ಕಿಂಗ್ (ಕ): ಬೆ.10.35ಕ್ಕೆ, ಸ್ವಾಮಿ ಶರಣಂ ಮತ್ತೊಂದು (ಕ): ಮ.1.10ಕ್ಕೆ, ಬ್ಯಾಚುಲರ್ ಪಾರ್ಟಿ (ಹಿಂ): ಸಂ.4ಕ್ಕೆ, ಆರ್ಟಿಕಲ್ 370 (ಹಿಂ): ಸಂ.6.35ಕ್ಕೆ, ಅಜ್ಞಾತವಾಸಿ (ಕ): ರಾ.9.15ಕ್ಕೆ (1087, 1222, 1484, 1283)
obituary-body: ಕೆ.ಆರ್.ನಗರ, ಫೆ.23- ಪಟ್ಟಣದ ವಿದ್ಯಾನಗರದ ನಿವಾಸಿ ಸುಂದ್ರಮ್ಮ (83) ಶುಕ್ರವಾರ ಬೆಳಿಗ್ಗೆ ನಿಧನರಾದರು. ಮೃತರು ಪುತ್ರ, ಪುತ್ರಿಯರು ಹಾಗೂ ಅಪಾರ ಬಂಧುಬಳಗವನ್ನು ಅಗಲಿದ್ದಾರೆ. ಅಂತ್ಯಕ್ರಿಯೆ ಸಂಜೆ ನೆರವೇರಿತು ಎಂದು ಕುಟುಂಬದ ಮೂಲಗಳು ತಿಳಿಸಿವೆ. (1189, 2256, 1484, 2303)
story1-kicker: ತಿ.ನರಸೀಪುರ ಟಿಎಪಿಸಿಎಂಎಸ್ ಅಧ್ಯಕ್ಷ, ಉಪಾಧ್ಯಕ್ಷರ ಚುನಾವಣೆ (356, 144, 881, 174)
show-count: 4 ಪ್ರದರ್ಶನಗಳು (1408, 638, 1478, 654)
story6-photo (291, 1923, 687, 2189)
obituary-headline: ಸುಂದ್ರಮ್ಮ ನಿಧನ (1087, 2225, 1484, 2251)
multiplex-name: ಐನಾಕ್ಸ್ ಮೂವೀಸ್ (1198, 915, 1484, 943)
movie-title: ಕ್ರಾಕ್ (ಹಿಂ) (1093, 308, 1144, 324)
theater-listing-row (1087, 352, 1484, 374)
story4-photo (91, 1334, 476, 1498)
sidebar-title (1087, 137, 1484, 185)
multiplex-logo-text: INOX (1105, 923, 1180, 953)
story5-headline-line1: ಮಡುವಿನಹಳ್ಳಿ ಸರ್ಕಾರಿ (745, 1285, 1015, 1329)
multiplex-logo-text: DRC (1111, 673, 1174, 702)
multiplex-phone: ದೂ : 0821-2973519 (1265, 1196, 1417, 1214)
story3-body2: ಮುಂದಿನ ವೇಳೆ ಖಾಸಗಿ ವ್ಯಕ್ತಿ ಮತ್ತೆ ಕಾಮಗಾರಿಗೆ ಅಡ್ಡಿಪಡಿಸಿದರೆ ಪೊಲೀಸರಿಗೆ ದೂರು ನೀಡಲಾಗುವುದು ಎಂದು ಅಧಿಕಾರಿಗಳು ಭರವಸೆ ನೀಡಿದರು. ನಗರಸಭಾ ಸದಸ್ಯರು ಹಾಗೂ ಬಡಾವಣೆಯ ನಿವಾಸಿಗಳು ಹಾಜರಿದ್ದರು. ಕಾಮಗಾರಿ ತಕ್ಷಣ ಆರಂಭಿಸುವಂತೆ ಆಗ್ರಹಿಸಿದರು. (687, 1013, 876, 1124)
story1-headline: ಅಧ್ಯಕ್ಷ ಟಿ.ಪಿ.ಸುಬ್ರಹ್ಮಣ್ಯ, ಉಪಾಧ್ಯಕ್ಷರಾಗಿ ಮಲ್ಲಣ್ಣ ಆಯ್ಕೆ (159, 172, 1005, 225)
story3-headline: ನಗರಸಭಾ ಅಧಿಕಾರಿಗಳಿಗೆ ಸಾರ್ವಜನಿಕರಿಂದ ಘೇರಾವ್ (504, 718, 1067, 757)
theater-listing-row (1087, 257, 1484, 279)
screen-listing: ಸ್ಕ್ರೀನ್ 2 ಮೇಡಮ್ ವೆಬ್ (ಇಂ): ಬೆ.9.55ಕ್ಕೆ, ಕ್ರೇವರ್ 108 (ಕ): ಸಂ.4ಕ್ಕೆ, ರಾ.10.30ಕ್ಕೆ, ಉಪಾಧ್ಯಕ್ಷ (ಕ): ರಾ.7.15ಕ್ಕೆ (1087, 1014, 1484, 1056)
show-count: 4 ಪ್ರದರ್ಶನಗಳು (1408, 591, 1478, 607)
theater-phone: (ದೂ: 2497199) (1381, 285, 1478, 300)
movie-title: ಉಪಾಧ್ಯಕ್ಷ (ಕ) (1093, 497, 1156, 513)
movie-title: ಮತ್ಸ್ಯಗಂಧ (ಕ)1 ಪ್ರದರ್ಶನಗಳು, ಪ್ರೇತ (ಕ) 2 ಪ್ರದರ್ಶನಗಳು (1093, 213, 1348, 229)
theater-listing-row (1087, 588, 1484, 610)
story5-body2: ಸರ್ಕಾರಿ ಶಾಲೆಯಲ್ಲಿ ಉತ್ತಮ ಶಿಕ್ಷಣ ದೊರೆಯುತ್ತಿದೆ. ವಿದ್ಯಾರ್ಥಿಗಳು ಸಾಂಸ್ಕೃತಿಕ ಕಾರ್ಯಕ್ರಮಗಳಲ್ಲಿ ಭಾಗವಹಿಸಿ ಪ್ರತಿಭೆ ಪ್ರದರ್ಶಿಸಿದರು. ಶಾಲಾಭಿವೃದ್ಧಿ ಸಮಿತಿ ಅಧ್ಯಕ್ಷರು, ಮುಖ್ಯ ಶಿಕ್ಷಕರು, ಶಿಕ್ಷಕರು, ಗ್ರಾಮಸ್ಥರು ಹಾಗೂ ಪೋಷಕರು ಪಾಲ್ಗೊಂಡಿದ್ದರು. ಶಾಲೆಗೆ ಕೊಡುಗೆ ನೀಡಿದ ದಾನಿಗಳನ್ನು ಸನ್ಮಾನಿಸಲಾಯಿತು. (884, 1580, 1076, 1710)
multiplex-logo (1087, 1416, 1198, 1473)
theater-header (1087, 374, 1484, 399)
show-count: 4 ಪ್ರದರ್ಶನಗಳು (1408, 260, 1478, 276)
obituary-photo (1087, 2254, 1182, 2313)
screen-listing: ಸ್ಕ್ರೀನ್ 4 ಸಾರಾಂಶ (ಕ): ರಾ.10.20ಕ್ಕೆ, ಉಪಾಧ್ಯಕ್ಷ (ಕ): ಮ.1.05ಕ್ಕೆ, ಫೈಟರ್ (ಹಿಂ): ಸಂ.4.10ಕ್ಕೆ, ಒಂದು ಸರಳ ಪ್ರೇಮಕಥೆ (ಕ): ರಾ.7.20ಕ್ಕೆ, ಒಂದು ಸರಳ ಪ್ರೇಮಕಥೆ (ಕ): ರಾ.10.15ಕ್ಕೆ (1087, 848, 1484, 908)
divider-2 (87, 1280, 1076, 1282)
story2-body: ಸಗರಪುರ, ಫೆ.23- ಪಟ್ಟಣದಲ್ಲಿ ಸಂತೆಮಾಸ್ತಮ್ಮನವರ ಕೊಂಡೋತ್ಸವ ಸಾವಿರಾರು ಭಕ್ತರ ಸಮ್ಮುಖದಲ್ಲಿ ಅದ್ದೂರಿಯಾಗಿ ನಡೆಯಿತು. ಕೊಂಡೋತ್ಸವ ಅಂಗವಾಗಿ ದೇವಾಲಯವನ್ನು ತಳಿರು ತೋರಣ, ಬಣ್ಣ ಬಣ್ಣದ ವಿದ್ಯುತ್ ದೀಪಗಳಿಂದ ಅಲಂಕರಿಸಲಾಗಿತ್ತು. ಮುಂಜಾನೆಯಿಂದಲೇ ದೇವಾಲಯದಲ್ಲಿ ಹೋಮ, ಹವನ, ಗಣಪತಿ ಪೂಜೆ, ಕಳಶ ಪ್ರತಿಷ್ಠಾಪನೆ, ನವಗ್ರಹ ಪೂಜೆ, ದುರ್ಗಾ ಹೋಮ ಸೇರಿದಂತೆ ವಿವಿಧ ಧಾರ್ಮಿಕ ಕೈಂಕರ್ಯಗಳು ನೆರವೇರಿದವು. ಬಳಿಕ ಕೊಂಡ ಹಾಯುವ ಕಾರ್ಯಕ್ರಮ ನಡೆಯಿತು. ಅರ್ಚಕರು ಕೊಂಡ ಹಾಯುತ್ತಿದ್ದಂತೆ ನೆರೆದಿದ್ದ ಭಕ್ತರು ಜಯಘೋಷ ಮೊಳಗಿಸಿದರು. ನಂತರ ಉತ್ಸವ ಮೂರ್ತಿಯನ್ನು ಗ್ರಾಮದ ಪ್ರಮುಖ ಬೀದಿಗಳಲ್ಲಿ ಮೆರವಣಿಗೆ ಮಾಡಲಾಯಿತು. ಭಕ್ತರಿಗೆ ಅನ್ನಸಂತರ್ಪಣೆ ಏರ್ಪಡಿಸಲಾಗಿತ್ತು. ಗ್ರಾಮದ ಮುಖಂಡರು, ಯಜಮಾನರು, ದೇವಾಲಯ ಸಮಿತಿ ಪದಾಧಿಕಾರಿಗಳು ಪಾಲ್ಗೊಂಡಿದ್ದರು. (87, 995, 480, 1182)
section-title: ಮೈಸೂರು ಗ್ರಾಮಾಂತರ (204, 81, 434, 119)
story3-kicker: ಚರಂಡಿ ಡೆಕ್ ಕಾಮಗಾರಿಗೆ ಖಾಸಗಿ ವ್ಯಕ್ತಿ ಅಡ್ಡಿ: ಕಾಮಗಾರಿ ನಡೆಸುವಂತೆ (592, 694, 979, 715)
story4-body2: ರಚನೆ ಮಾಡಿದ್ದಾರೆ. ಹಾಗೆಯೇ 2 ಪಂಥಗಳಲ್ಲಿ ಜನ ಸಾಮಾನ್ಯರನ್ನು ಅಕರ್ಷಣೆ ಮಾಡುವ ಶಬ್ದ ಎಂದರೆ ಅದು ದಾಸಶಂಭಾವನೆ. ದಾಸರು ಕನಕದಾಸರು ಎಲ್ಲಾ ತ್ಯಾಗ ಮಾಡಿ ಜನಮನ ಗೆದ್ದರು. ಹೊಸ ಪೀಳಿಗೆಗೆ ಇಂತಹ ಸಾಹಿತ್ಯವನ್ನು ಪರಿಚಯಿಸುವ ಕೆಲಸ ಮಾಡಬೇಕಿದೆ ಎಂದು ತಿಳಿಸಿದರು. ಇದೇ ವೇಳೆ ಕಸಾಪ ನಿಕಟಪೂರ್ವ ಅಧ್ಯಕ್ಷರು ಮಾತನಾಡಿದರು. (484, 1337, 669, 1486)
